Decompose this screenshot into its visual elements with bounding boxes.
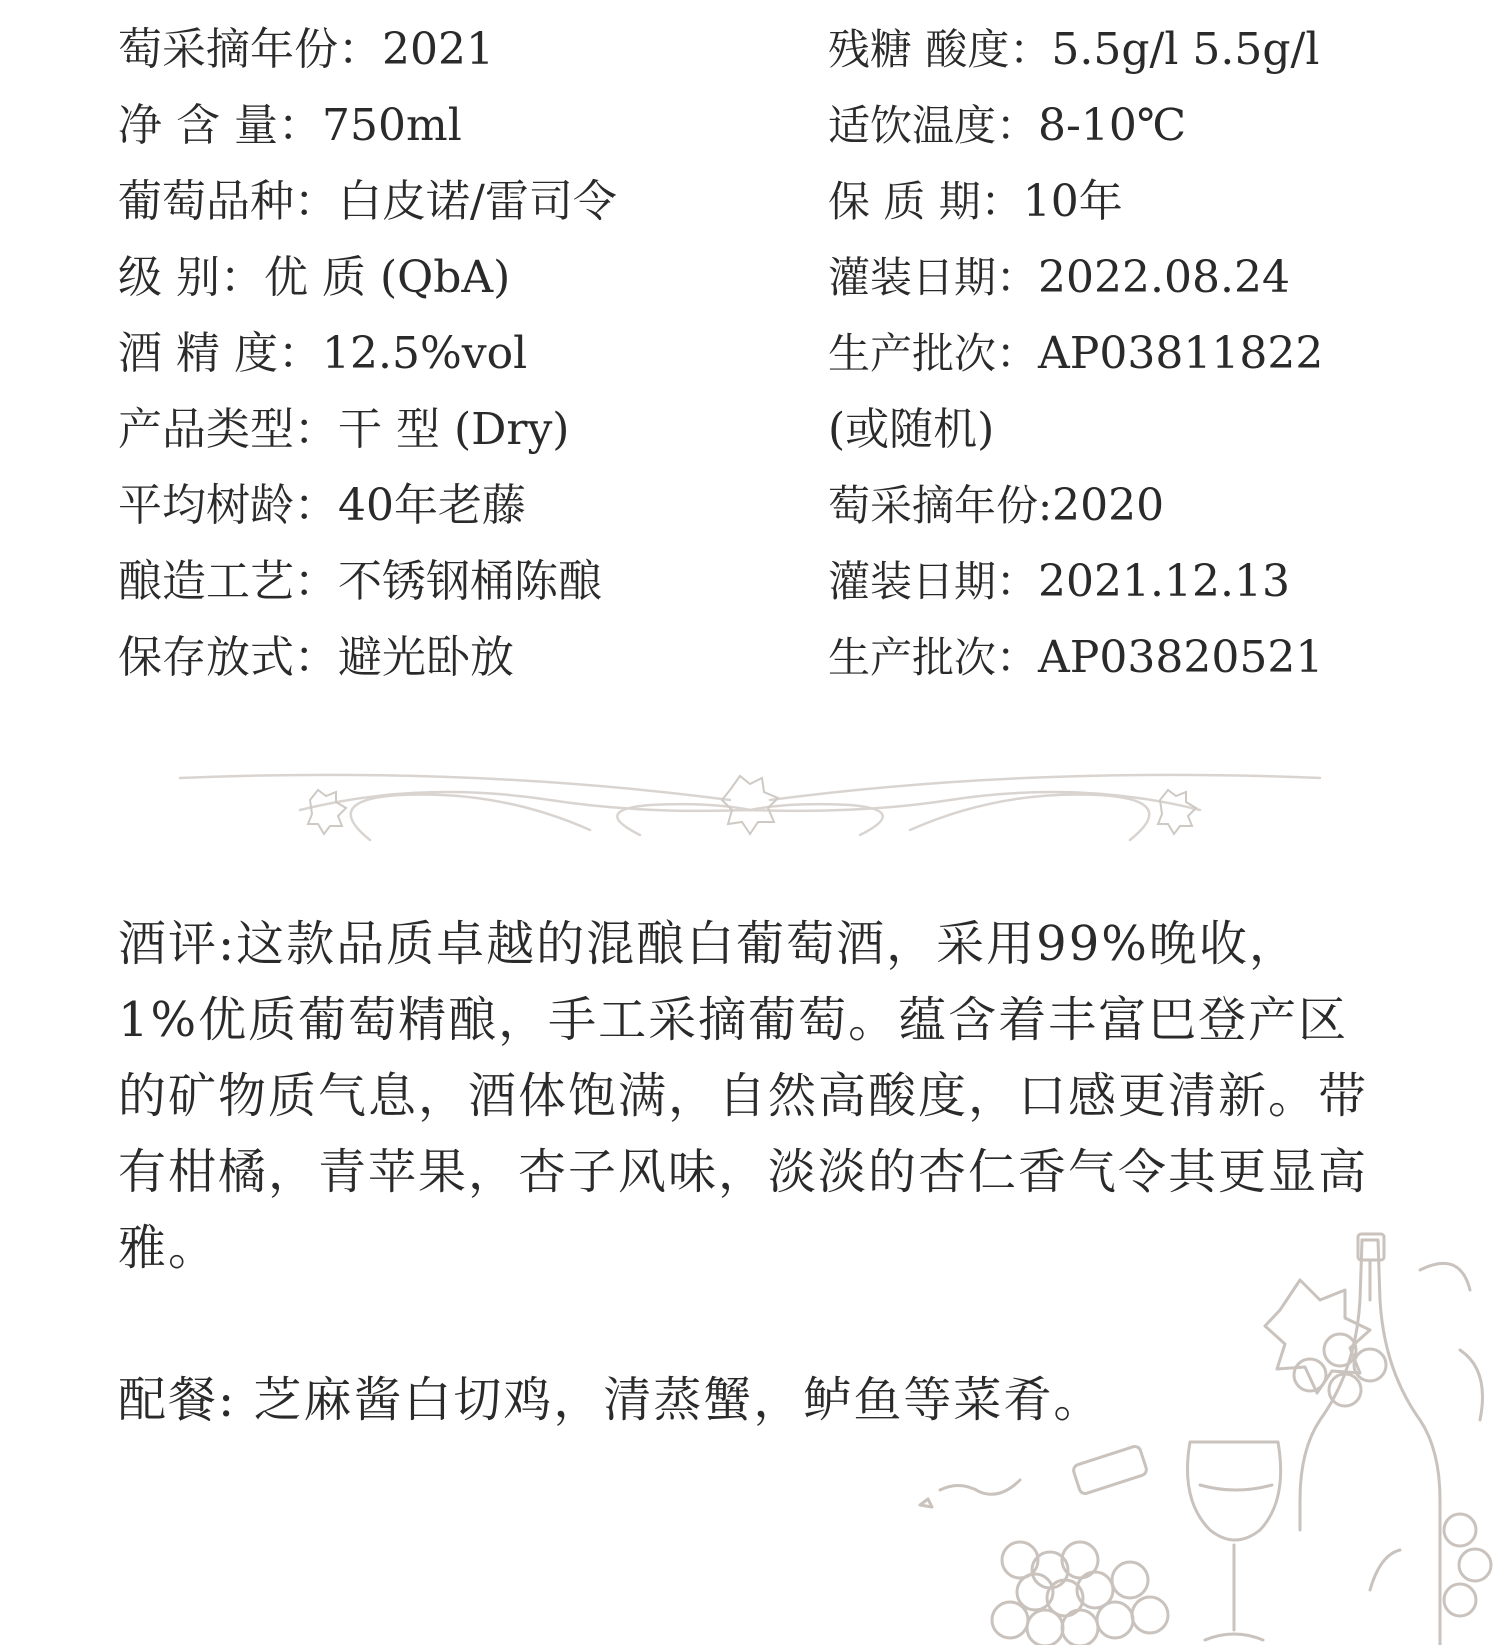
spec-label: 保 质 期： xyxy=(828,177,1023,226)
spec-value: 干 型 (Dry) xyxy=(338,404,570,455)
spec-value: 40年老藤 xyxy=(338,480,526,531)
spec-row-grape-variety xyxy=(118,174,738,250)
food-pairing-text: 配餐: 芝麻酱白切鸡，清蒸蟹，鲈鱼等菜肴。 xyxy=(118,1372,1104,1428)
spec-row-product-type xyxy=(118,402,738,478)
spec-value: 10年 xyxy=(1022,176,1123,227)
spec-value: 2021 xyxy=(382,24,494,75)
spec-value: 12.5%vol xyxy=(321,328,528,379)
spec-value: 不锈钢桶陈酿 xyxy=(338,556,602,607)
spec-row-bottling-date xyxy=(828,250,1468,326)
spec-label: 生产批次： xyxy=(828,633,1039,682)
spec-label: 萄采摘年份: xyxy=(828,481,1053,530)
spec-row-batch-note xyxy=(828,402,1468,478)
spec-row-serving-temp xyxy=(828,98,1468,174)
spec-label: 净 含 量： xyxy=(118,100,322,151)
spec-row-bottling-date-2 xyxy=(828,554,1468,630)
spec-label: 酒 精 度： xyxy=(118,328,322,379)
spec-row-storage xyxy=(118,630,738,706)
spec-value: 避光卧放 xyxy=(338,632,514,683)
spec-value: AP03811822 xyxy=(1038,328,1324,379)
spec-label: 平均树龄： xyxy=(118,480,338,531)
spec-value: 白皮诺/雷司令 xyxy=(338,176,617,227)
spec-label: 适饮温度： xyxy=(828,101,1039,150)
spec-label: 产品类型： xyxy=(118,404,338,455)
spec-row-volume xyxy=(118,98,738,174)
spec-row-shelf-life xyxy=(828,174,1468,250)
spec-row-harvest-year-2 xyxy=(828,478,1468,554)
spec-row-batch-2 xyxy=(828,630,1468,706)
spec-label: 残糖 酸度： xyxy=(828,25,1052,74)
spec-value: AP03820521 xyxy=(1038,632,1324,683)
vine-divider-ornament xyxy=(170,770,1330,860)
spec-row-vine-age xyxy=(118,478,738,554)
spec-row-alcohol xyxy=(118,326,738,402)
spec-value: (或随机) xyxy=(828,404,995,455)
wine-review-text: 酒评:这款品质卓越的混酿白葡萄酒，采用99%晚收，1%优质葡萄精酿，手工采摘葡萄。蕴含着丰富巴登产区的矿物质气息，酒体饱满，自然高酸度，口感更清新。带有柑橘，青苹果，杏子风味，淡淡的杏仁香气令其更显高雅。 xyxy=(118,916,1369,1276)
spec-label: 生产批次： xyxy=(828,329,1039,378)
spec-label: 酿造工艺： xyxy=(118,556,338,607)
spec-row-batch xyxy=(828,326,1468,402)
spec-row-sugar-acidity xyxy=(828,22,1468,98)
spec-label: 葡萄品种： xyxy=(118,176,338,227)
spec-label: 萄采摘年份： xyxy=(118,24,382,75)
spec-row-grade xyxy=(118,250,738,326)
spec-value: 8-10℃ xyxy=(1038,100,1187,151)
spec-value: 2022.08.24 xyxy=(1038,252,1290,303)
spec-value: 优 质 (QbA) xyxy=(264,252,511,303)
spec-label: 灌装日期： xyxy=(828,557,1039,606)
spec-list-right xyxy=(828,22,1468,706)
spec-row-harvest-year xyxy=(118,22,738,98)
spec-label: 级 别： xyxy=(118,252,264,303)
spec-value: 5.5g/l 5.5g/l xyxy=(1051,24,1320,75)
spec-value: 2021.12.13 xyxy=(1038,556,1290,607)
spec-label: 保存放式： xyxy=(118,632,338,683)
spec-label: 灌装日期： xyxy=(828,253,1039,302)
spec-row-process xyxy=(118,554,738,630)
spec-value: 750ml xyxy=(321,100,462,151)
spec-value: 2020 xyxy=(1052,480,1165,531)
wine-bottle-grapes-illustration xyxy=(900,1230,1500,1645)
spec-list-left xyxy=(118,22,738,706)
